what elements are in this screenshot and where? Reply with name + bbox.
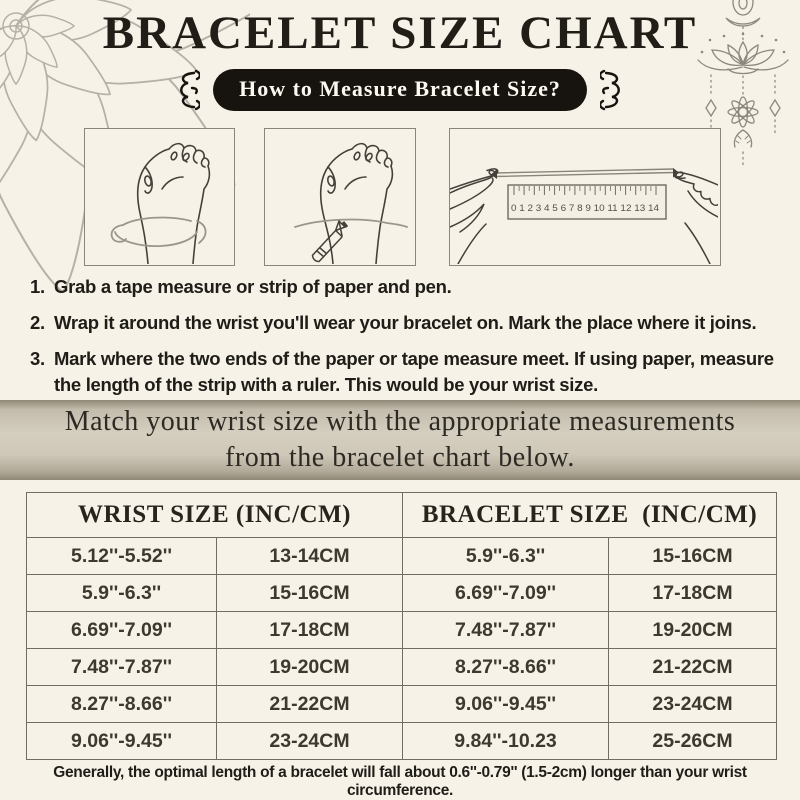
bracelet-inches: 9.06''-9.45'' bbox=[403, 686, 609, 723]
instruction-step-3 bbox=[30, 346, 786, 400]
bracelet-size-header: BRACELET SIZE (INC/CM) bbox=[403, 493, 777, 538]
paper-strip-icon bbox=[491, 168, 679, 179]
banner-line-1: Match your wrist size with the appropriate measurements bbox=[64, 406, 736, 438]
bracelet-cm: 21-22CM bbox=[609, 649, 777, 686]
table-row bbox=[27, 686, 777, 723]
table-row bbox=[27, 612, 777, 649]
figure-mark-pen bbox=[264, 128, 416, 266]
wrist-cm: 19-20CM bbox=[217, 649, 403, 686]
wrist-inches: 5.12''-5.52'' bbox=[27, 538, 217, 575]
bracelet-inches: 6.69''-7.09'' bbox=[403, 575, 609, 612]
size-chart-table bbox=[26, 492, 777, 760]
left-hand-illustration bbox=[450, 169, 498, 264]
wrist-inches: 7.48''-7.87'' bbox=[27, 649, 217, 686]
wrist-cm: 21-22CM bbox=[217, 686, 403, 723]
figures-row bbox=[84, 128, 721, 266]
flourish-right-icon bbox=[600, 68, 632, 112]
bracelet-cm: 23-24CM bbox=[609, 686, 777, 723]
table-header-row bbox=[27, 493, 777, 538]
wrist-cm: 23-24CM bbox=[217, 723, 403, 760]
wrist-inches: 8.27''-8.66'' bbox=[27, 686, 217, 723]
wrist-inches: 9.06''-9.45'' bbox=[27, 723, 217, 760]
table-row bbox=[27, 649, 777, 686]
badge-row bbox=[0, 68, 800, 112]
instruction-step-2 bbox=[30, 310, 786, 337]
bracelet-inches: 7.48''-7.87'' bbox=[403, 612, 609, 649]
right-hand-illustration bbox=[674, 171, 718, 264]
figure-wrap-tape bbox=[84, 128, 235, 266]
bracelet-cm: 15-16CM bbox=[609, 538, 777, 575]
ruler-measure-illustration bbox=[450, 129, 718, 264]
step-text: Wrap it around the wrist you'll wear your bracelet on. Mark the place where it joins. bbox=[54, 311, 757, 333]
how-to-measure-badge: How to Measure Bracelet Size? bbox=[213, 69, 587, 111]
wrist-size-header: WRIST SIZE (INC/CM) bbox=[27, 493, 403, 538]
figure-measure-ruler bbox=[449, 128, 721, 266]
step-text: Grab a tape measure or strip of paper and pen. bbox=[54, 276, 452, 297]
tape-measure-icon bbox=[112, 218, 206, 247]
bracelet-inches: 8.27''-8.66'' bbox=[403, 649, 609, 686]
page-title: BRACELET SIZE CHART bbox=[102, 7, 698, 59]
ruler-numbers: 0 1 2 3 4 5 6 7 8 9 10 11 12 13 14 bbox=[511, 203, 659, 213]
banner-line-2: from the bracelet chart below. bbox=[225, 442, 575, 473]
wrist-inches: 5.9''-6.3'' bbox=[27, 575, 217, 612]
flourish-left-icon bbox=[168, 68, 200, 112]
bracelet-cm: 17-18CM bbox=[609, 575, 777, 612]
bracelet-cm: 19-20CM bbox=[609, 612, 777, 649]
bracelet-cm: 25-26CM bbox=[609, 723, 777, 760]
hand-with-tape-illustration bbox=[85, 129, 233, 264]
match-size-banner bbox=[0, 400, 800, 480]
step-number: 2. bbox=[30, 311, 45, 333]
step-text: Mark where the two ends of the paper or tape measure meet. If using paper, measure the length of the strip with a ruler. This would be your wrist size. bbox=[54, 347, 774, 396]
instruction-step-1 bbox=[30, 274, 786, 301]
hand-with-pen-illustration bbox=[265, 129, 414, 264]
instructions-list bbox=[30, 274, 786, 408]
table-row bbox=[27, 538, 777, 575]
wrist-cm: 15-16CM bbox=[217, 575, 403, 612]
wrist-cm: 13-14CM bbox=[217, 538, 403, 575]
footnote: Generally, the optimal length of a bracelet will fall about 0.6''-0.79'' (1.5-2cm) longer than your wrist circumference. bbox=[53, 764, 747, 799]
ruler-icon bbox=[508, 185, 666, 219]
table-row bbox=[27, 575, 777, 612]
table-row bbox=[27, 723, 777, 760]
bracelet-inches: 9.84''-10.23 bbox=[403, 723, 609, 760]
wrist-cm: 17-18CM bbox=[217, 612, 403, 649]
wrist-inches: 6.69''-7.09'' bbox=[27, 612, 217, 649]
bracelet-inches: 5.9''-6.3'' bbox=[403, 538, 609, 575]
step-number: 1. bbox=[30, 276, 45, 297]
step-number: 3. bbox=[30, 347, 45, 369]
